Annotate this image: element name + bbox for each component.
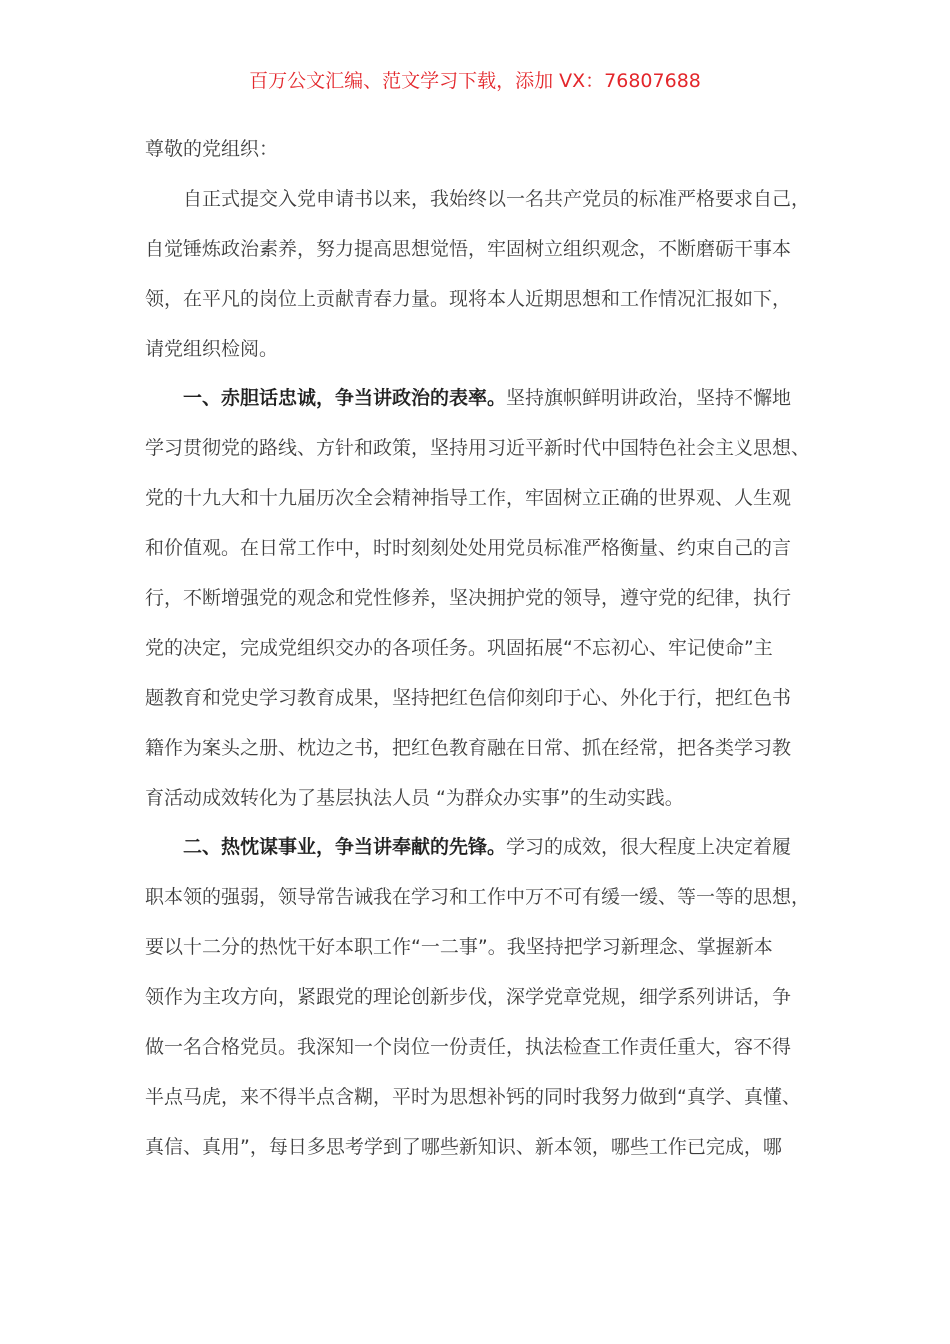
text-line: 要以十二分的热忱干好本职工作“一二事”。我坚持把学习新理念、掌握新本: [145, 936, 773, 959]
text-line: 党的决定，完成党组织交办的各项任务。巩固拓展“不忘初心、牢记使命”主: [145, 636, 773, 659]
text-line: 请党组织检阅。: [145, 337, 279, 360]
intro-paragraph: [145, 175, 825, 375]
text-span: 坚持旗帜鲜明讲政治，坚持不懈地: [506, 387, 792, 410]
section-heading: 二、热忱谋事业，争当讲奉献的先锋。: [183, 836, 507, 859]
text-span: 学习的成效，很大程度上决定着履: [506, 836, 792, 859]
text-line: [145, 823, 825, 873]
text-line: 行，不断增强党的观念和党性修养，坚决拥护党的领导，遵守党的纪律，执行: [145, 587, 792, 610]
text-line: 党的十九大和十九届历次全会精神指导工作，牢固树立正确的世界观、人生观: [145, 487, 792, 510]
section-2-paragraph: [145, 823, 825, 1172]
text-line: 题教育和党史学习教育成果，坚持把红色信仰刻印于心、外化于行，把红色书: [145, 686, 792, 709]
section-1-paragraph: [145, 374, 825, 823]
watermark-header: 百万公文汇编、范文学习下载，添加 VX：76807688: [249, 70, 701, 92]
text-line: 做一名合格党员。我深知一个岗位一份责任，执法检查工作责任重大，容不得: [145, 1036, 792, 1059]
section-heading: 一、赤胆话忠诚，争当讲政治的表率。: [183, 387, 507, 410]
text-line: 领作为主攻方向，紧跟党的理论创新步伐，深学党章党规，细学系列讲话，争: [145, 986, 792, 1009]
document-body: [145, 125, 825, 1173]
text-line: 自觉锤炼政治素养，努力提高思想觉悟，牢固树立组织观念，不断磨砺干事本: [145, 237, 792, 260]
text-line: 真信、真用”，每日多思考学到了哪些新知识、新本领，哪些工作已完成，哪: [145, 1135, 782, 1158]
text-line: 半点马虎，来不得半点含糊，平时为思想补钙的同时我努力做到“真学、真懂、: [145, 1085, 801, 1108]
text-line: 籍作为案头之册、枕边之书，把红色教育融在日常、抓在经常，把各类学习教: [145, 736, 792, 759]
text-line: 学习贯彻党的路线、方针和政策，坚持用习近平新时代中国特色社会主义思想、: [145, 437, 811, 460]
salutation: 尊敬的党组织：: [145, 138, 279, 160]
text-line: 职本领的强弱，领导常告诫我在学习和工作中万不可有缓一缓、等一等的思想，: [145, 886, 811, 909]
text-line: 领，在平凡的岗位上贡献青春力量。现将本人近期思想和工作情况汇报如下，: [145, 287, 792, 310]
text-line: 自正式提交入党申请书以来，我始终以一名共产党员的标准严格要求自己，: [183, 187, 811, 210]
text-line: 和价值观。在日常工作中，时时刻刻处处用党员标准严格衡量、约束自己的言: [145, 537, 792, 560]
text-line: 育活动成效转化为了基层执法人员 “为群众办实事”的生动实践。: [145, 786, 684, 809]
text-line: [145, 374, 825, 424]
